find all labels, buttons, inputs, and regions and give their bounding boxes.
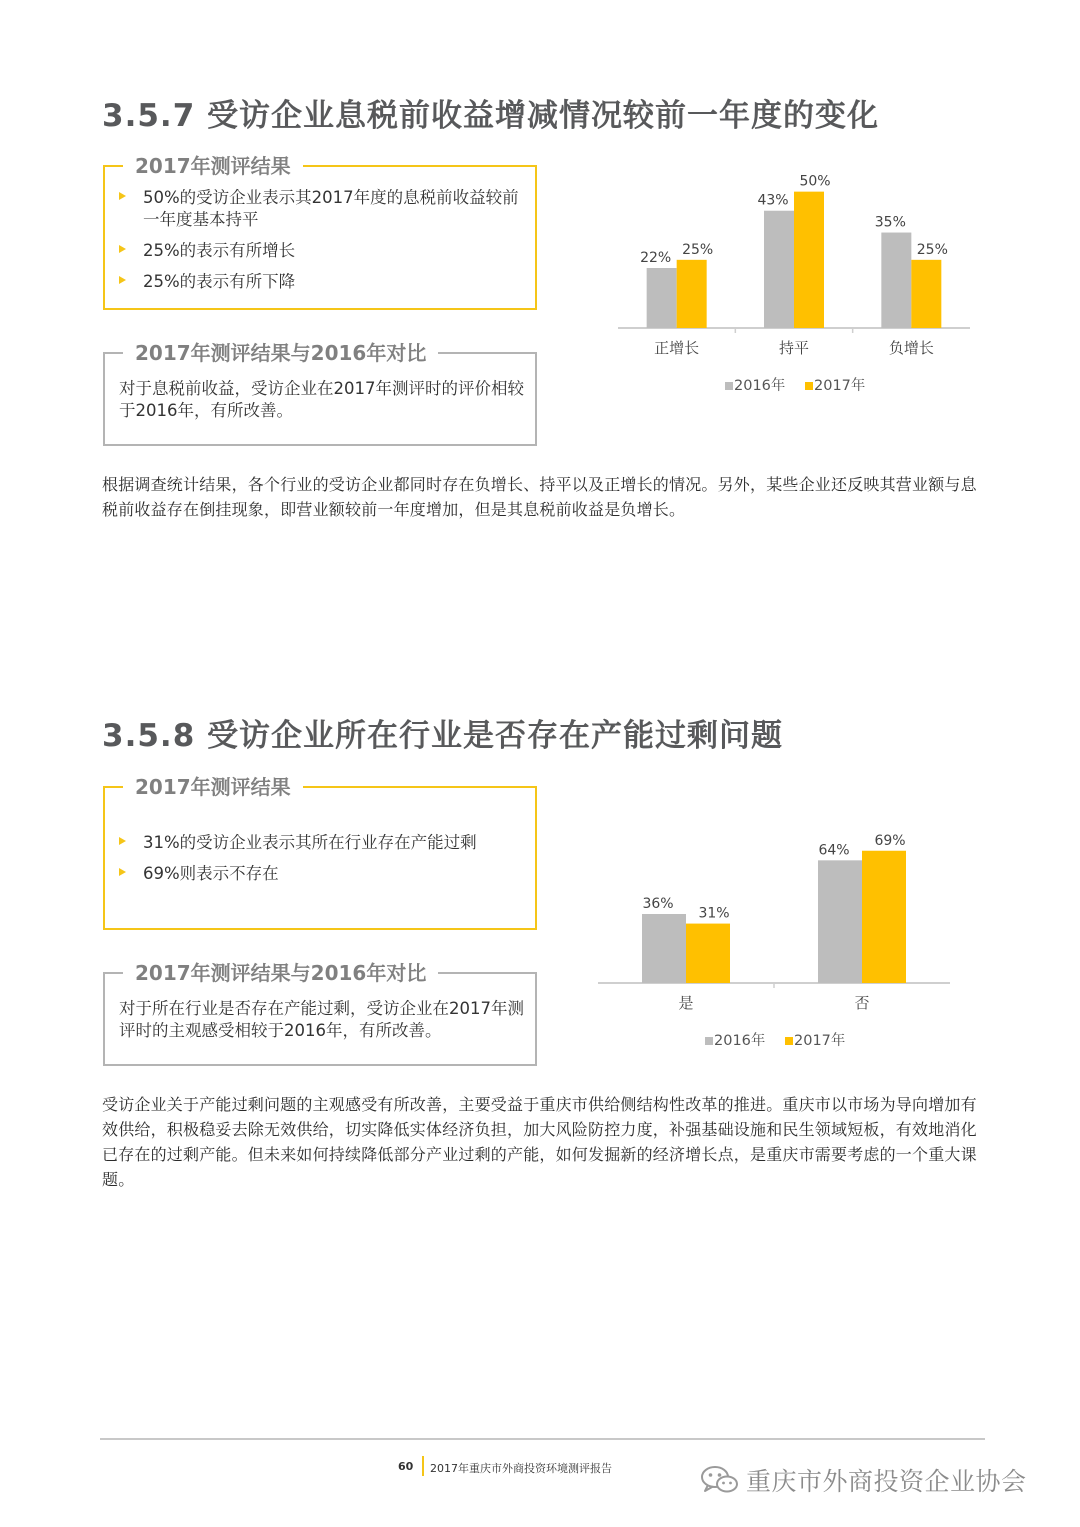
legend-swatch	[785, 1037, 793, 1045]
result-box-2	[103, 775, 537, 930]
page-number: 60	[398, 1460, 414, 1473]
result-box-title: 2017年测评结果	[123, 774, 303, 800]
category-label: 是	[678, 994, 694, 1012]
report-title: 2017年重庆市外商投资环境测评报告	[430, 1462, 612, 1475]
data-label: 25%	[916, 241, 948, 258]
compare-text: 对于所在行业是否存在产能过剩，受访企业在2017年测评时的主观感受相较于2016年，有所改善。	[119, 999, 524, 1040]
bar-2017	[794, 192, 824, 328]
chart-358	[590, 815, 960, 1060]
bar-2017	[677, 260, 707, 328]
bullet-item: 50%的受访企业表示其2017年度的息税前收益较前一年度基本持平	[119, 187, 519, 231]
data-label: 22%	[640, 250, 672, 266]
section1-paragraph: 根据调查统计结果，各个行业的受访企业都同时存在负增长、持平以及正增长的情况。另外，某些企业还反映其营业额与息税前收益存在倒挂现象，即营业额较前一年度增加，但是其息税前收益是负增长。	[102, 475, 977, 519]
category-label: 否	[854, 994, 870, 1012]
legend-swatch	[705, 1037, 713, 1045]
bullet-item: 31%的受访企业表示其所在行业存在产能过剩	[119, 832, 519, 854]
data-label: 43%	[757, 192, 789, 209]
section-title-357: 3.5.7 受访企业息税前收益增减情况较前一年度的变化	[102, 98, 880, 134]
data-label: 25%	[682, 241, 714, 258]
bullet-arrow-icon	[119, 276, 126, 284]
result-box-1	[103, 154, 537, 310]
section-title-358: 3.5.8 受访企业所在行业是否存在产能过剩问题	[102, 718, 784, 754]
watermark	[700, 1462, 1027, 1498]
data-label: 31%	[698, 905, 730, 922]
section2-paragraph: 受访企业关于产能过剩问题的主观感受有所改善，主要受益于重庆市供给侧结构性改革的推进。重庆市以市场为导向增加有效供给，积极稳妥去除无效供给，切实降低实体经济负担，加大风险防控力度，补强基础设施和民生领域短板，有效地消化已存在的过剩产能。但未来如何持续降低部分产业过剩的产能，如何发掘新的经济增长点，是重庆市需要考虑的一个重大课题。	[102, 1095, 977, 1189]
bar-2017	[911, 260, 941, 328]
bullet-arrow-icon	[119, 245, 126, 253]
result-bullet-list	[119, 187, 519, 302]
compare-text: 对于息税前收益，受访企业在2017年测评时的评价相较于2016年，有所改善。	[119, 379, 524, 420]
bar-2017	[686, 924, 730, 983]
compare-box-title: 2017年测评结果与2016年对比	[123, 340, 438, 366]
footer-separator	[422, 1456, 424, 1476]
category-label: 正增长	[654, 339, 700, 357]
data-label: 64%	[818, 842, 850, 859]
bullet-arrow-icon	[119, 837, 126, 845]
bullet-item: 25%的表示有所下降	[119, 271, 519, 293]
compare-box-1	[103, 341, 537, 446]
bar-chart-svg	[600, 160, 990, 410]
result-bullet-list	[119, 832, 519, 894]
legend-label: 2016年	[734, 378, 786, 394]
bar-2016	[881, 233, 911, 328]
legend-label: 2017年	[794, 1033, 846, 1049]
bullet-item: 25%的表示有所增长	[119, 240, 519, 262]
data-label: 35%	[874, 214, 906, 231]
result-box-title: 2017年测评结果	[123, 153, 303, 179]
bullet-arrow-icon	[119, 192, 126, 200]
data-label: 50%	[799, 173, 831, 190]
data-label: 36%	[642, 896, 674, 912]
legend-swatch	[805, 382, 813, 390]
bar-2017	[862, 851, 906, 983]
category-label: 持平	[778, 339, 810, 357]
bar-chart-svg	[590, 815, 960, 1060]
footer-divider	[100, 1438, 985, 1440]
compare-box-2	[103, 961, 537, 1066]
wechat-icon	[700, 1464, 740, 1496]
legend-swatch	[725, 382, 733, 390]
legend-label: 2016年	[714, 1033, 766, 1049]
bullet-item: 69%则表示不存在	[119, 863, 519, 885]
legend-label: 2017年	[814, 378, 866, 394]
compare-box-title: 2017年测评结果与2016年对比	[123, 960, 438, 986]
bullet-arrow-icon	[119, 868, 126, 876]
data-label: 69%	[874, 832, 906, 849]
bar-2016	[647, 268, 677, 328]
bar-2016	[642, 914, 686, 983]
category-label: 负增长	[888, 339, 934, 357]
bar-2016	[818, 860, 862, 983]
watermark-text: 重庆市外商投资企业协会	[746, 1467, 1027, 1496]
bar-2016	[764, 211, 794, 328]
chart-357	[600, 160, 990, 410]
